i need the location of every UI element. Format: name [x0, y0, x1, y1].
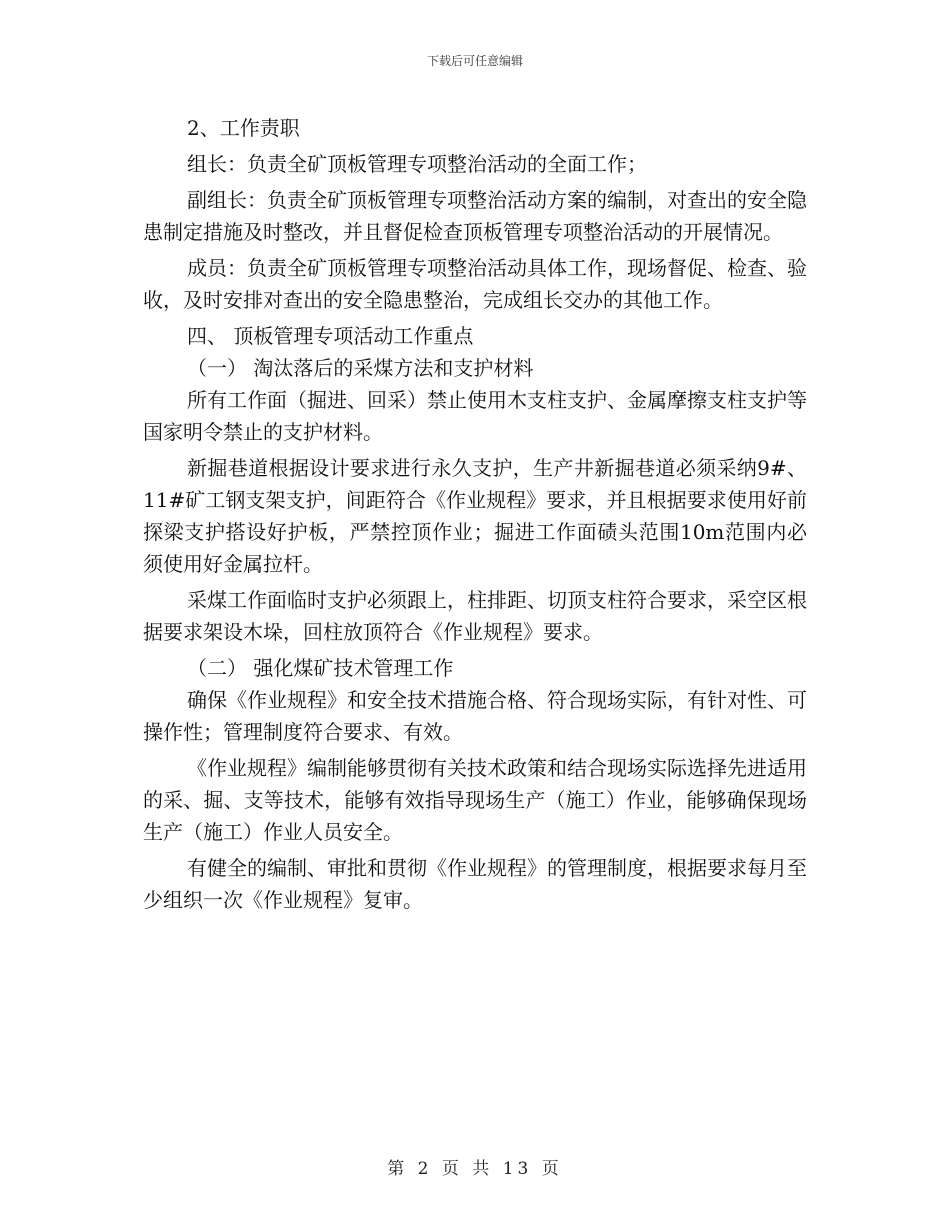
paragraph-rules-compilation: 《作业规程》编制能够贯彻有关技术政策和结合现场实际选择先进适用的采、掘、支等技术，能够有效指导现场生产（施工）作业，能够确保现场生产（施工）作业人员安全。 [143, 756, 807, 844]
paragraph-deputy-leader: 副组长：负责全矿顶板管理专项整治活动方案的编制，对查出的安全隐患制定措施及时整改，并且督促检查顶板管理专项整治活动的开展情况。 [143, 188, 807, 244]
paragraph-all-faces: 所有工作面（掘进、回采）禁止使用木支柱支护、金属摩擦支柱支护等国家明令禁止的支护材料。 [143, 388, 807, 444]
page-number-footer: 第 2 页 共 13 页 [387, 1159, 563, 1179]
subsection-heading-technical: （二） 强化煤矿技术管理工作 [187, 656, 454, 680]
subsection-heading-eliminate: （一） 淘汰落后的采煤方法和支护材料 [187, 356, 534, 380]
paragraph-group-leader: 组长：负责全矿顶板管理专项整治活动的全面工作； [187, 152, 647, 176]
section-heading-key-work: 四、 顶板管理专项活动工作重点 [187, 324, 474, 348]
paragraph-review-system: 有健全的编制、审批和贯彻《作业规程》的管理制度，根据要求每月至少组织一次《作业规程》复审。 [143, 856, 807, 912]
paragraph-members: 成员：负责全矿顶板管理专项整治活动具体工作，现场督促、检查、验收，及时安排对查出的安全隐患整治，完成组长交办的其他工作。 [143, 256, 807, 312]
paragraph-new-roadways: 新掘巷道根据设计要求进行永久支护，生产井新掘巷道必须采纳9#、11#矿工钢支架支护，间距符合《作业规程》要求，并且根据要求使用好前探梁支护搭设好护板，严禁控顶作业；掘进工作面碛头范围10m范围内必须使用好金属拉杆。 [143, 456, 807, 576]
page-header-note: 下载后可任意编辑 [426, 54, 523, 68]
paragraph-ensure-rules: 确保《作业规程》和安全技术措施合格、符合现场实际，有针对性、可操作性；管理制度符合要求、有效。 [143, 688, 807, 744]
section-heading-duties: 2、工作责职 [187, 116, 300, 140]
document-body [143, 112, 807, 920]
paragraph-coal-face-support: 采煤工作面临时支护必须跟上，柱排距、切顶支柱符合要求，采空区根据要求架设木垛，回柱放顶符合《作业规程》要求。 [143, 588, 807, 644]
